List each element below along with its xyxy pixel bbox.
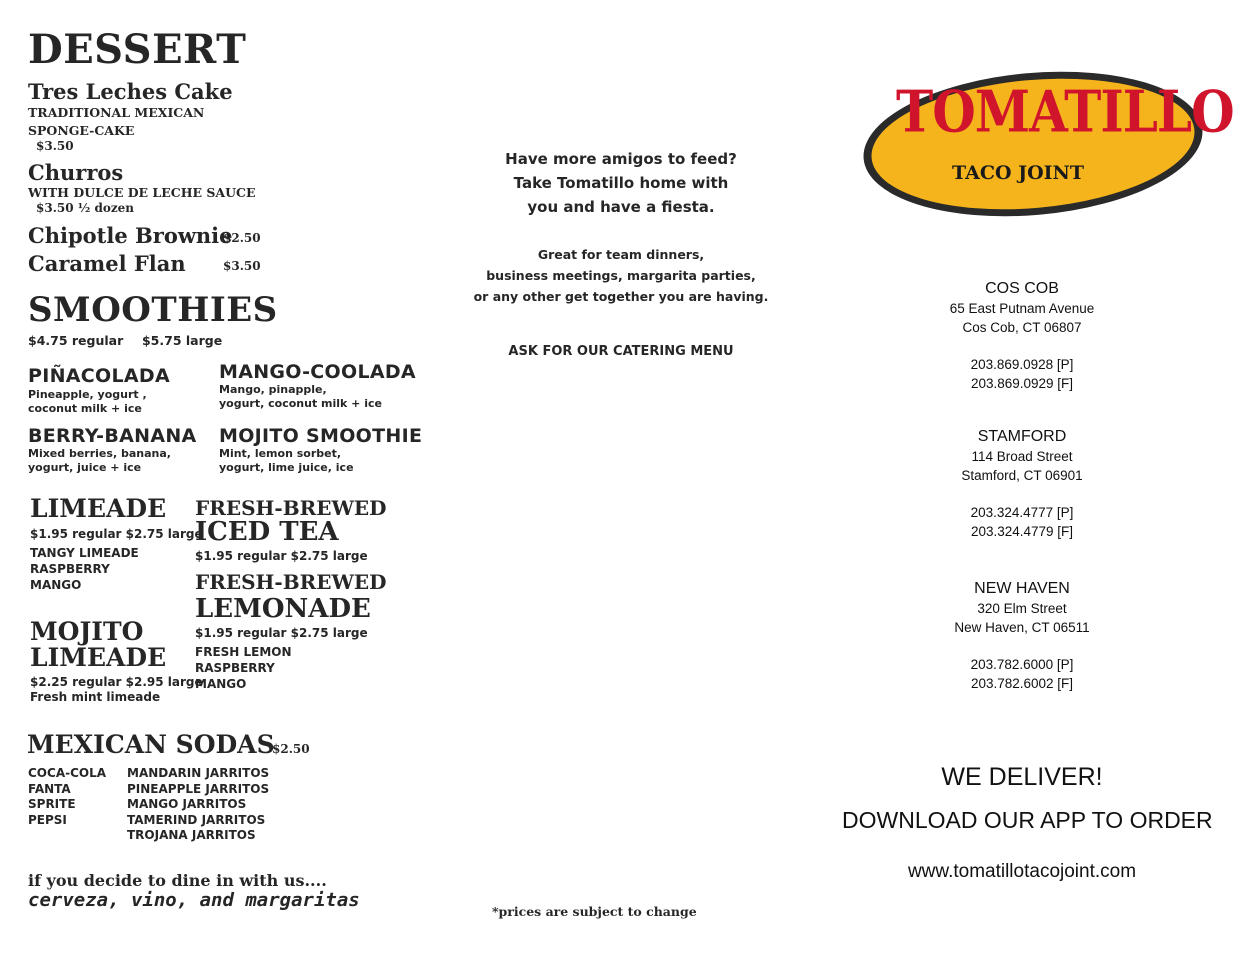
delivery-headline: WE DELIVER! xyxy=(941,763,1103,791)
location-fax: 203.324.4779 [F] xyxy=(970,524,1074,539)
smoothies-heading: SMOOTHIES xyxy=(28,290,278,330)
smoothie-name: MOJITO SMOOTHIE xyxy=(219,425,423,447)
dessert-item-price: $2.50 xyxy=(223,231,261,245)
smoothie-desc: Mango, pinapple, yogurt, coconut milk + ice xyxy=(219,383,382,410)
smoothies-price-regular: $4.75 regular xyxy=(28,333,124,348)
website-link[interactable]: www.tomatillotacojoint.com xyxy=(907,861,1137,882)
limeade-flavors xyxy=(30,545,139,593)
lemonade-prefix: FRESH-BREWED xyxy=(195,570,387,594)
dessert-item-name: Caramel Flan xyxy=(28,251,186,276)
location-phone[interactable]: 203.324.4777 [P] xyxy=(970,505,1074,520)
mojito-limeade-price: $2.25 regular $2.95 large xyxy=(30,675,203,689)
iced-tea-heading: ICED TEA xyxy=(195,517,339,547)
smoothie-name: BERRY-BANANA xyxy=(28,425,197,447)
flavor-item: MANGO xyxy=(195,677,247,691)
mojito-limeade-heading: MOJITO LIMEADE xyxy=(30,617,167,672)
iced-tea-prefix: FRESH-BREWED xyxy=(195,496,387,520)
sodas-list-1 xyxy=(28,766,106,828)
location-stamford xyxy=(872,427,1172,541)
lemonade-price: $1.95 regular $2.75 large xyxy=(195,626,368,640)
dessert-item-price: $3.50 ½ dozen xyxy=(36,201,135,215)
soda-item: PINEAPPLE JARRITOS xyxy=(127,781,270,796)
smoothie-desc: Mint, lemon sorbet, yogurt, lime juice, ice xyxy=(219,447,354,474)
flavor-item: RASPBERRY xyxy=(195,661,275,675)
location-name: COS COB xyxy=(985,280,1059,297)
flavor-item: MANGO xyxy=(30,578,82,592)
location-street: 65 East Putnam Avenue xyxy=(949,301,1095,316)
location-city: New Haven, CT 06511 xyxy=(954,620,1090,635)
smoothie-name: PIÑACOLADA xyxy=(28,365,170,387)
soda-item: PEPSI xyxy=(28,812,67,827)
location-fax: 203.869.0929 [F] xyxy=(970,376,1074,391)
soda-item: MANGO JARRITOS xyxy=(127,797,247,811)
sodas-heading: MEXICAN SODAS xyxy=(27,730,275,759)
dessert-item-name: Tres Leches Cake xyxy=(28,79,233,104)
flavor-item: RASPBERRY xyxy=(30,562,110,576)
location-phone[interactable]: 203.782.6000 [P] xyxy=(970,657,1074,672)
location-phone[interactable]: 203.869.0928 [P] xyxy=(970,357,1074,372)
location-city: Stamford, CT 06901 xyxy=(961,468,1083,483)
location-new-haven xyxy=(872,579,1172,693)
location-street: 114 Broad Street xyxy=(971,449,1073,464)
location-name: STAMFORD xyxy=(977,428,1067,445)
tomatillo-logo xyxy=(860,68,1234,220)
soda-item: SPRITE xyxy=(28,797,76,811)
dessert-item-name: Churros xyxy=(28,160,124,185)
soda-item: FANTA xyxy=(28,781,71,796)
lemonade-heading: LEMONADE xyxy=(195,594,371,624)
catering-uses: Great for team dinners, business meetings, margarita parties, or any other get together you are having. xyxy=(473,247,769,304)
location-fax: 203.782.6002 [F] xyxy=(970,676,1074,691)
dessert-item-desc: TRADITIONAL MEXICAN xyxy=(28,105,205,120)
limeade-heading: LIMEADE xyxy=(30,494,167,523)
logo-tagline: TACO JOINT xyxy=(952,162,1085,184)
dessert-item-price: $3.50 xyxy=(223,259,261,273)
dine-in-intro: if you decide to dine in with us.... xyxy=(28,871,327,890)
smoothie-name: MANGO-COOLADA xyxy=(219,361,416,383)
location-cos-cob xyxy=(872,279,1172,393)
smoothies-price xyxy=(28,333,222,348)
dine-in-drinks: cerveza, vino, and margaritas xyxy=(28,889,360,911)
sodas-list-2 xyxy=(127,766,269,844)
price-disclaimer: *prices are subject to change xyxy=(492,904,697,919)
soda-item: TAMERIND JARRITOS xyxy=(127,812,266,827)
smoothie-desc: Pineapple, yogurt , coconut milk + ice xyxy=(28,388,147,415)
app-download-text[interactable]: DOWNLOAD OUR APP TO ORDER xyxy=(842,807,1213,833)
logo-name: TOMATILLO xyxy=(896,77,1234,146)
catering-promo: Have more amigos to feed? Take Tomatillo home with you and have a fiesta. xyxy=(505,150,737,216)
dessert-item-name: Chipotle Brownie xyxy=(28,223,233,248)
dessert-heading: DESSERT xyxy=(28,26,247,73)
location-city: Cos Cob, CT 06807 xyxy=(962,320,1082,335)
dessert-item-desc: WITH DULCE DE LECHE SAUCE xyxy=(28,185,256,200)
flavor-item: TANGY LIMEADE xyxy=(30,546,139,560)
location-street: 320 Elm Street xyxy=(977,601,1067,616)
soda-item: TROJANA JARRITOS xyxy=(127,828,256,842)
limeade-price: $1.95 regular $2.75 large xyxy=(30,527,203,541)
soda-item: COCA-COLA xyxy=(28,766,107,780)
catering-cta: ASK FOR OUR CATERING MENU xyxy=(508,344,734,359)
smoothie-desc: Mixed berries, banana, yogurt, juice + ice xyxy=(28,447,171,474)
location-name: NEW HAVEN xyxy=(974,580,1070,597)
iced-tea-price: $1.95 regular $2.75 large xyxy=(195,549,368,563)
mojito-limeade-desc: Fresh mint limeade xyxy=(30,690,161,704)
flavor-item: FRESH LEMON xyxy=(195,645,292,659)
smoothies-price-large: $5.75 large xyxy=(141,333,223,348)
lemonade-flavors xyxy=(195,644,292,692)
dessert-item-desc: SPONGE-CAKE xyxy=(28,123,135,138)
dessert-item-price: $3.50 xyxy=(36,139,74,153)
sodas-price: $2.50 xyxy=(272,742,310,756)
soda-item: MANDARIN JARRITOS xyxy=(127,766,270,780)
